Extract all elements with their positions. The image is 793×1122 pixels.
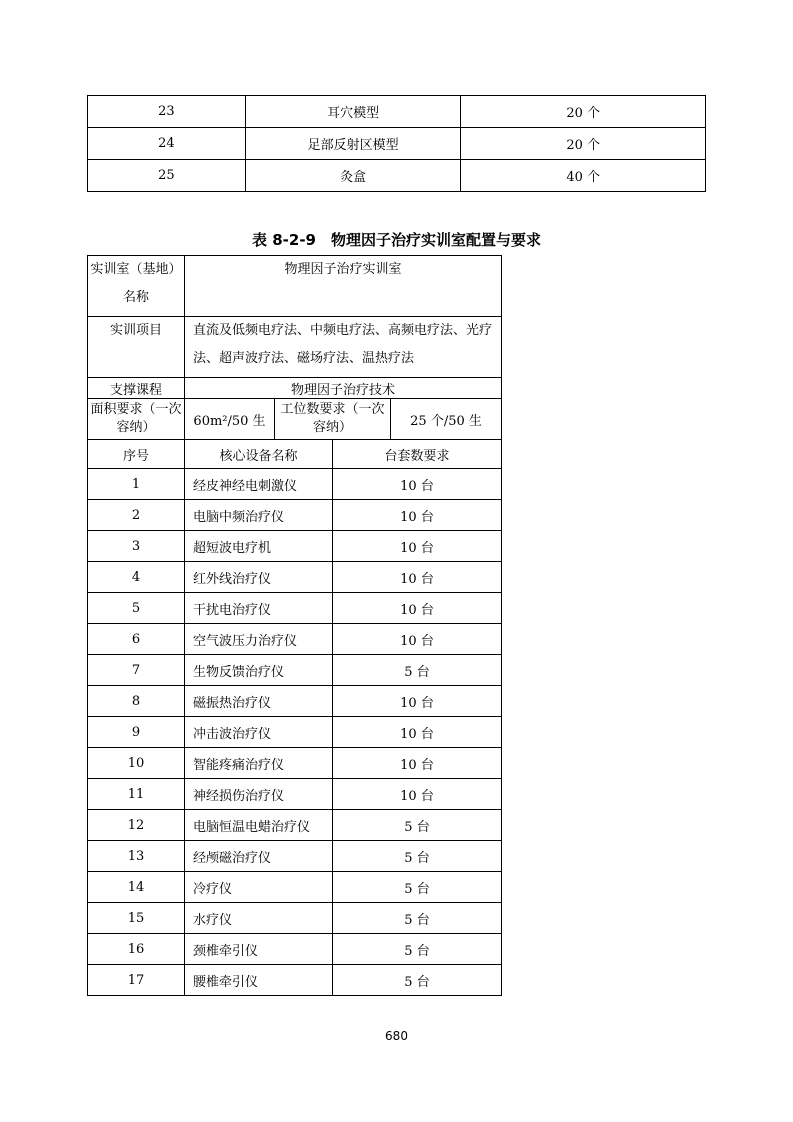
room-value: 物理因子治疗实训室: [185, 256, 502, 317]
quantity: 10 台: [333, 469, 502, 500]
table-row: [88, 810, 502, 841]
quantity: 10 台: [333, 717, 502, 748]
equipment-name: 神经损伤治疗仪: [185, 779, 333, 810]
equipment-name: 冲击波治疗仪: [185, 717, 333, 748]
row-number: 25: [88, 160, 246, 192]
equipment-name: 颈椎牵引仪: [185, 934, 333, 965]
table-row: [88, 841, 502, 872]
page-number: 680: [385, 1029, 408, 1043]
equipment-name: 经颅磁治疗仪: [185, 841, 333, 872]
header-name: 核心设备名称: [185, 440, 333, 469]
quantity: 20 个: [461, 96, 706, 128]
quantity: 10 台: [333, 624, 502, 655]
header-no: 序号: [88, 440, 185, 469]
project-value: 直流及低频电疗法、中频电疗法、高频电疗法、光疗法、超声波疗法、磁场疗法、温热疗法: [185, 317, 502, 378]
table-row: [88, 128, 706, 160]
table-row: [88, 562, 502, 593]
quantity: 5 台: [333, 810, 502, 841]
equipment-name: 智能疼痛治疗仪: [185, 748, 333, 779]
equipment-name: 经皮神经电刺激仪: [185, 469, 333, 500]
row-number: 2: [88, 500, 185, 531]
table-row: [88, 717, 502, 748]
table-row: [88, 531, 502, 562]
table-row: [88, 624, 502, 655]
equipment-name: 超短波电疗机: [185, 531, 333, 562]
quantity: 5 台: [333, 934, 502, 965]
row-number: 3: [88, 531, 185, 562]
row-number: 17: [88, 965, 185, 996]
row-number: 24: [88, 128, 246, 160]
header-qty: 台套数要求: [333, 440, 502, 469]
quantity: 5 台: [333, 872, 502, 903]
table-row: [88, 500, 502, 531]
station-value: 25 个/50 生: [391, 399, 502, 440]
table-row: [88, 469, 502, 500]
quantity: 5 台: [333, 903, 502, 934]
quantity: 10 台: [333, 779, 502, 810]
project-label: 实训项目: [88, 317, 185, 378]
row-number: 5: [88, 593, 185, 624]
table-row: [88, 872, 502, 903]
quantity: 5 台: [333, 965, 502, 996]
table-row: [88, 686, 502, 717]
row-number: 6: [88, 624, 185, 655]
physical-therapy-lab-table: [87, 255, 502, 996]
equipment-name: 腰椎牵引仪: [185, 965, 333, 996]
equipment-name: 电脑恒温电蜡治疗仪: [185, 810, 333, 841]
area-value: 60m²/50 生: [185, 399, 275, 440]
quantity: 20 个: [461, 128, 706, 160]
table-row: [88, 903, 502, 934]
equipment-name: 足部反射区模型: [245, 128, 461, 160]
row-number: 14: [88, 872, 185, 903]
row-number: 23: [88, 96, 246, 128]
equipment-name: 生物反馈治疗仪: [185, 655, 333, 686]
table-row: [88, 593, 502, 624]
quantity: 40 个: [461, 160, 706, 192]
row-number: 16: [88, 934, 185, 965]
equipment-name: 水疗仪: [185, 903, 333, 934]
equipment-name: 空气波压力治疗仪: [185, 624, 333, 655]
table-row: [88, 779, 502, 810]
row-number: 15: [88, 903, 185, 934]
row-number: 8: [88, 686, 185, 717]
equipment-name: 灸盒: [245, 160, 461, 192]
equipment-name: 红外线治疗仪: [185, 562, 333, 593]
equipment-name: 干扰电治疗仪: [185, 593, 333, 624]
row-number: 9: [88, 717, 185, 748]
row-number: 7: [88, 655, 185, 686]
row-number: 13: [88, 841, 185, 872]
table-caption: 表 8-2-9 物理因子治疗实训室配置与要求: [252, 231, 541, 249]
quantity: 5 台: [333, 655, 502, 686]
equipment-name: 电脑中频治疗仪: [185, 500, 333, 531]
quantity: 10 台: [333, 686, 502, 717]
table-row: [88, 96, 706, 128]
row-number: 4: [88, 562, 185, 593]
course-value: 物理因子治疗技术: [185, 378, 502, 399]
equipment-table-continued: [87, 95, 706, 192]
table-row: [88, 748, 502, 779]
quantity: 10 台: [333, 748, 502, 779]
quantity: 10 台: [333, 531, 502, 562]
room-label: 实训室（基地）名称: [88, 256, 185, 317]
row-number: 10: [88, 748, 185, 779]
quantity: 10 台: [333, 500, 502, 531]
equipment-name: 耳穴模型: [245, 96, 461, 128]
course-label: 支撑课程: [88, 378, 185, 399]
table-row: [88, 934, 502, 965]
equipment-name: 冷疗仪: [185, 872, 333, 903]
quantity: 10 台: [333, 593, 502, 624]
quantity: 5 台: [333, 841, 502, 872]
table-row: [88, 655, 502, 686]
row-number: 11: [88, 779, 185, 810]
table-row: [88, 965, 502, 996]
quantity: 10 台: [333, 562, 502, 593]
row-number: 1: [88, 469, 185, 500]
table-row: [88, 160, 706, 192]
area-label: 面积要求（一次容纳）: [88, 399, 185, 440]
station-label: 工位数要求（一次容纳）: [275, 399, 391, 440]
row-number: 12: [88, 810, 185, 841]
equipment-name: 磁振热治疗仪: [185, 686, 333, 717]
